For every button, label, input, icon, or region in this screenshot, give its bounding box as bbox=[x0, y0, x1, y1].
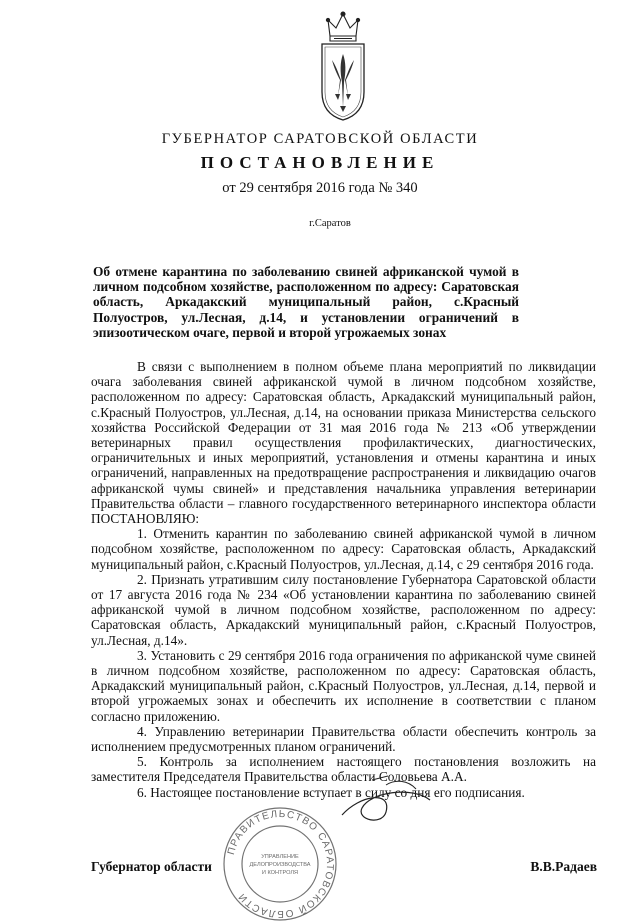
seal-inner-line-2: ДЕЛОПРОИЗВОДСТВА bbox=[249, 862, 311, 868]
signatory-position: Губернатор области bbox=[91, 859, 212, 874]
document-date-number: от 29 сентября 2016 года № 340 bbox=[222, 180, 418, 196]
document-city: г.Саратов bbox=[309, 218, 351, 229]
document-title: Об отмене карантина по заболеванию свиней африканской чумой в личном подсобном хозяйстве, расположенном по адресу: Саратовская область, Аркадакский муниципальный район, с.Красный Полуостров, ул.Лесная, д.14, и установлении ограничений в эпизоотическом очаге, первой и второй угрожаемых зонах bbox=[93, 264, 519, 340]
clause-2: 2. Признать утратившим силу постановление Губернатора Саратовской области от 17 августа 2016 года № 234 «Об установлении карантина по заболеванию свиней африканской чумой в личном подсобном хозяйстве, расположенном по адресу: Саратовская область, Аркадакский муниципальный район, с.Красный Полуостров, ул.Лесная, д.14». bbox=[91, 571, 596, 648]
clause-5: 5. Контроль за исполнением настоящего постановления возложить на заместителя Председателя Правительства области Соловьева А.А. bbox=[91, 754, 596, 785]
saratov-coat-of-arms-icon bbox=[316, 10, 370, 122]
clause-3: 3. Установить с 29 сентября 2016 года ограничения по африканской чуме свиней в личном подсобном хозяйстве, расположенном по адресу: Саратовская область, Аркадакский муниципальный район, с.Красный Полуостров, ул.Лесная, д.14, первой и второй угрожаемых зонах и обеспечить их исполнение в соответствии с планом согласно приложению. bbox=[91, 647, 596, 724]
clause-4: 4. Управлению ветеринарии Правительства области обеспечить контроль за исполнением предусмотренных планом ограничений. bbox=[91, 723, 596, 755]
clause-6: 6. Настоящее постановление вступает в силу со дня его подписания. bbox=[137, 784, 525, 800]
clause-1: 1. Отменить карантин по заболеванию свиней африканской чумой в личном подсобном хозяйстве, расположенном по адресу: Саратовская область, Аркадакский муниципальный район, с.Красный Полуостров, ул.Лесная, д.14, с 29 сентября 2016 года. bbox=[91, 526, 596, 572]
seal-inner-line-3: И КОНТРОЛЯ bbox=[261, 870, 299, 876]
seal-outer-text: ПРАВИТЕЛЬСТВО САРАТОВСКОЙ ОБЛАСТИ bbox=[225, 808, 336, 920]
document-type: ПОСТАНОВЛЕНИЕ bbox=[200, 153, 440, 172]
issuing-authority: ГУБЕРНАТОР САРАТОВСКОЙ ОБЛАСТИ bbox=[161, 131, 479, 147]
document-body bbox=[91, 359, 596, 800]
signatory-name: В.В.Радаев bbox=[530, 859, 597, 874]
seal-inner-line-1: УПРАВЛЕНИЕ bbox=[261, 854, 299, 860]
preamble-paragraph: В связи с выполнением в полном объеме плана мероприятий по ликвидации очага заболевания свиней африканской чумой в личном подсобном хозяйстве, расположенном по адресу: Саратовская область, Аркадакский муниципальный район, с.Красный Полуостров, ул.Лесная, д.14, на основании приказа Министерства сельского хозяйства Российской Федерации от 31 мая 2016 года № 213 «Об утверждении ветеринарных правил осуществления профилактических, диагностических, ограничительных и иных мероприятий, установления и отмены карантина и иных ограничений, направленных на предотвращение распространения и ликвидацию очагов африканской чумы свиней» и представления начальника управления ветеринарии Правительства области – главного государственного ветеринарного инспектора области ПОСТАНОВЛЯЮ: bbox=[91, 359, 596, 527]
